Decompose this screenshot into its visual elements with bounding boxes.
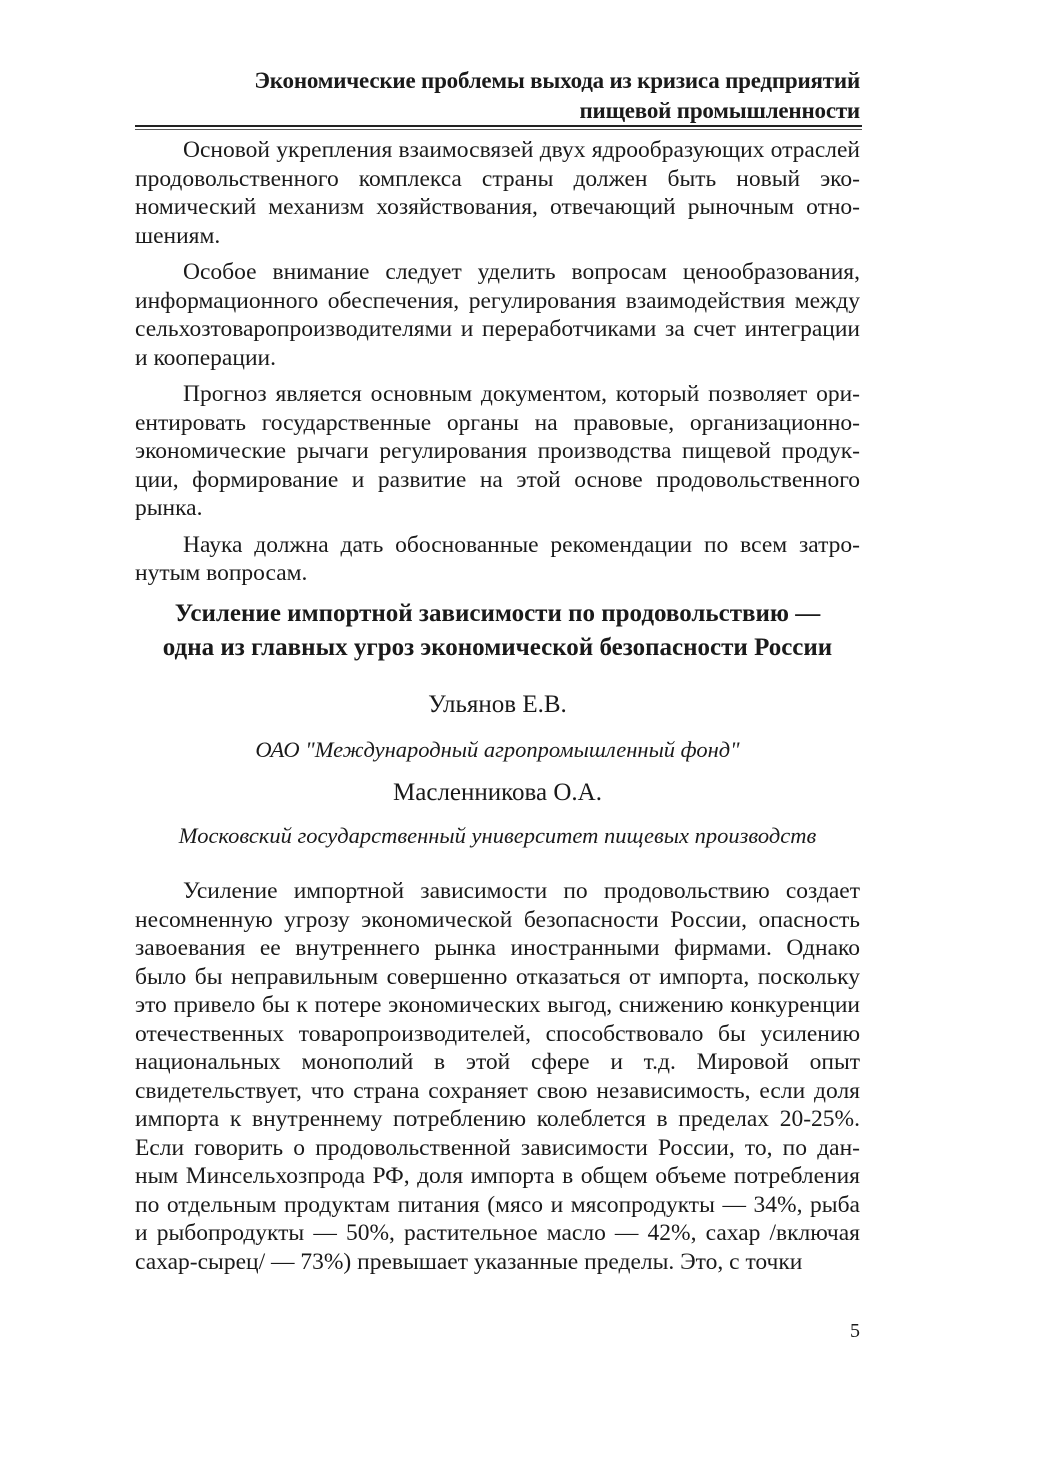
header-rule-thin [135, 129, 862, 130]
author-affiliation: Московский государственный университет пищевых производств [178, 823, 817, 848]
running-head-line-2: пищевой промышленности [579, 98, 860, 123]
paragraph: Прогноз является основным документом, который позволяет ориентировать государственные органы на правовые, организационно-экономические рычаги регулирования производства пищевой продукции, формирование и развитие на этой основе продовольственного рынка. [135, 381, 860, 521]
running-head-line-1: Экономические проблемы выхода из кризиса предприятий [254, 68, 860, 93]
main-text [135, 877, 860, 1284]
section-title-line-2: одна из главных угроз экономической безопасности России [162, 634, 833, 661]
paragraph: Основой укрепления взаимосвязей двух ядрообразующих отраслей продовольственного комплекса страны должен быть новый экономический механизм хозяйствования, отвечающий рыночным отношениям. [135, 137, 860, 249]
running-head [135, 66, 860, 126]
paragraph: Усиление импортной зависимости по продовольствию создает несомненную угрозу экономической безопасности России, опасность завоевания ее внутреннего рынка иностранными фирмами. Однако было бы неправильным совершенно отказаться от импорта, поскольку это привело бы к потере экономических выгод, снижению конкуренции отечественных товаропроизводителей, способствовало бы усилению национальных монополий в этой сфере и т.д. Мировой опыт свидетельствует, что страна сохраняет свою независимость, если доля импорта к внутреннему потреблению колеблется в пределах 20-25%. Если говорить о продовольственной зависимости России, то, по данным Минсельхозпрода РФ, доля импорта в общем объеме потребления по отдельным продуктам питания (мясо и мясопродукты — 34%, рыба и рыбопродукты — 50%, растительное масло — 42%, сахар /включая сахар-сырец/ — 73%) превышает указанные пределы. Это, с точки [135, 878, 860, 1275]
header-rule [135, 125, 862, 127]
intro-text [135, 136, 860, 596]
author-name: Ульянов Е.В. [428, 691, 567, 718]
author-name: Масленникова О.А. [393, 779, 602, 806]
page-number: 5 [850, 1320, 860, 1342]
paragraph: Наука должна дать обоснованные рекомендации по всем затронутым вопросам. [135, 531, 860, 586]
paragraph: Особое внимание следует уделить вопросам ценообразования, информационного обеспечения, регулирования взаимодействия между сельхозтоваропроизводителями и переработчиками за счет интеграции и кооперации. [135, 259, 860, 371]
section-title [135, 597, 860, 665]
author-affiliation: ОАО "Международный агропромышленный фонд" [255, 737, 740, 762]
section-title-line-1: Усиление импортной зависимости по продовольствию — [174, 600, 821, 627]
